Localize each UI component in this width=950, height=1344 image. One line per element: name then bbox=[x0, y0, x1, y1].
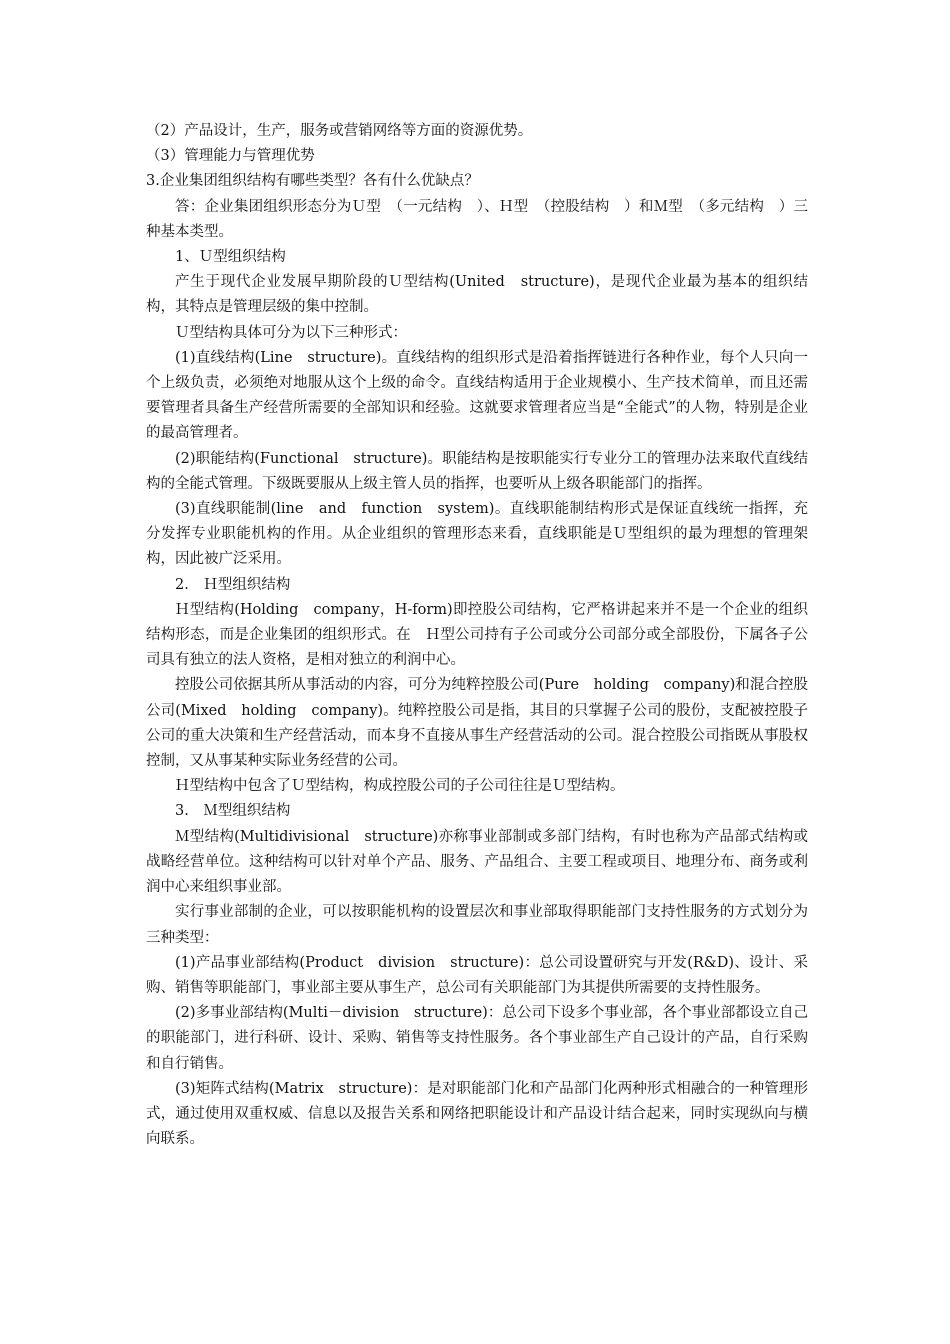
answer-intro: 答：企业集团组织形态分为Ｕ型 （一元结构 ）、Ｈ型 （控股结构 ）和Ｍ型 （多元结构 ）三种基本类型。 bbox=[146, 198, 808, 240]
paragraph-u-form-types: Ｕ型结构具体可分为以下三种形式： bbox=[175, 324, 407, 341]
paragraph-h-contains-u: Ｈ型结构中包含了Ｕ型结构，构成控股公司的子公司往往是Ｕ型结构。 bbox=[175, 778, 625, 795]
question-heading: 3.企业集团组织结构有哪些类型？各有什么优缺点？ bbox=[146, 173, 479, 190]
paragraph-h-form-intro: Ｈ型结构(Holding company，H-form)即控股公司结构，它严格讲起来并不是一个企业的组织结构形态，而是企业集团的组织形式。在 Ｈ型公司持有子公司或分公司部分或全部股份，下属各子公司具有独立的法人资格，是相对独立的利润中心。 bbox=[146, 601, 808, 669]
paragraph-m-form-intro: Ｍ型结构(Multidivisional structure)亦称事业部制或多部门结构，有时也称为产品部式结构或战略经营单位。这种结构可以针对单个产品、服务、产品组合、主要工程或项目、地理分布、商务或利润中心来组织事业部。 bbox=[146, 828, 808, 896]
paragraph-functional-structure: (2)职能结构(Functional structure)。职能结构是按职能实行专业分工的管理办法来取代直线结构的全能式管理。下级既要服从上级主管人员的指挥，也要听从上级各职能部门的指挥。 bbox=[146, 450, 808, 492]
paragraph-u-form-intro: 产生于现代企业发展早期阶段的Ｕ型结构(United structure)，是现代企业最为基本的组织结构，其特点是管理层级的集中控制。 bbox=[146, 274, 808, 316]
document-page bbox=[146, 119, 808, 1152]
paragraph-resource-advantage: （2）产品设计，生产，服务或营销网络等方面的资源优势。 bbox=[146, 123, 533, 139]
paragraph-holding-company-types: 控股公司依据其所从事活动的内容，可分为纯粹控股公司(Pure holding company)和混合控股公司(Mixed holding company)。纯粹控股公司是指，其目的只掌握子公司的股份，支配被控股子公司的重大决策和生产经营活动，而本身不直接从事生产经营活动的公司。混合控股公司指既从事股权控制，又从事某种实际业务经营的公司。 bbox=[146, 677, 808, 770]
paragraph-matrix-structure: (3)矩阵式结构(Matrix structure)：是对职能部门化和产品部门化两种形式相融合的一种管理形式，通过使用双重权威、信息以及报告关系和网络把职能设计和产品设计结合起来，同时实现纵向与横向联系。 bbox=[146, 1080, 808, 1148]
paragraph-line-function-system: (3)直线职能制(line and function system)。直线职能制结构形式是保证直线统一指挥，充分发挥专业职能机构的作用。从企业组织的管理形态来看，直线职能是Ｕ型组织的最为理想的管理架构，因此被广泛采用。 bbox=[146, 501, 808, 568]
paragraph-management-advantage: （3）管理能力与管理优势 bbox=[146, 148, 315, 165]
paragraph-line-structure: (1)直线结构(Line structure)。直线结构的组织形式是沿着指挥链进行各种作业，每个人只向一个上级负责，必须绝对地服从这个上级的命令。直线结构适用于企业规模小、生产技术简单，而且还需要管理者具备生产经营所需要的全部知识和经验。这就要求管理者应当是“全能式”的人物，特别是企业的最高管理者。 bbox=[146, 349, 808, 442]
paragraph-division-types: 实行事业部制的企业，可以按职能机构的设置层次和事业部取得职能部门支持性服务的方式划分为三种类型： bbox=[146, 904, 808, 946]
section-heading-h-form: 2. Ｈ型组织结构 bbox=[175, 576, 291, 593]
paragraph-product-division: (1)产品事业部结构(Product division structure)：总公司设置研究与开发(R&D)、设计、采购、销售等职能部门，事业部主要从事生产，总公司有关职能部门为其提供所需要的支持性服务。 bbox=[146, 954, 808, 996]
paragraph-multi-division: (2)多事业部结构(Multi－division structure)：总公司下设多个事业部，各个事业部都设立自己的职能部门，进行科研、设计、采购、销售等支持性服务。各个事业部生产自己设计的产品，自行采购和自行销售。 bbox=[146, 1005, 808, 1072]
section-heading-m-form: 3. Ｍ型组织结构 bbox=[175, 803, 291, 820]
section-heading-u-form: 1、Ｕ型组织结构 bbox=[175, 249, 286, 266]
